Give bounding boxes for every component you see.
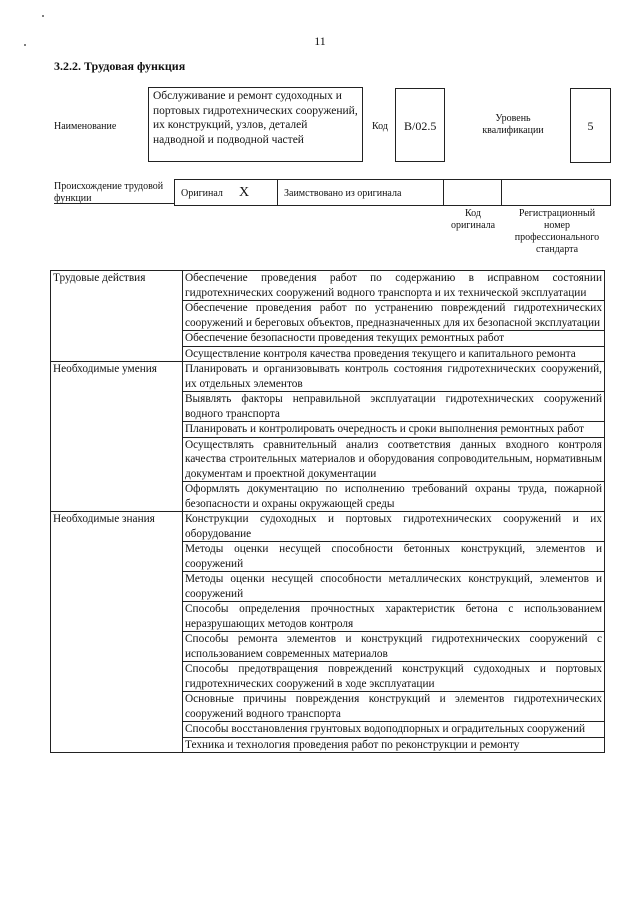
category-cell: Трудовые действия bbox=[51, 271, 183, 362]
table-row bbox=[51, 512, 605, 542]
list-item: Конструкции судоходных и портовых гидротехнических сооружений и их оборудование bbox=[183, 512, 605, 542]
category-cell: Необходимые умения bbox=[51, 362, 183, 512]
list-item: Планировать и контролировать очередность и сроки выполнения ремонтных работ bbox=[183, 422, 605, 438]
function-name-box bbox=[148, 87, 363, 162]
original-label: Оригинал bbox=[181, 188, 223, 199]
name-label: Наименование bbox=[54, 121, 117, 132]
page-number: 11 bbox=[314, 34, 326, 48]
table-row bbox=[51, 271, 605, 301]
origin-label-text: Происхождение трудовой функции bbox=[54, 181, 164, 204]
list-item: Методы оценки несущей способности бетонных конструкций, элементов и сооружений bbox=[183, 542, 605, 572]
list-item: Способы ремонта элементов и конструкций гидротехнических сооружений с использованием современных материалов bbox=[183, 632, 605, 662]
list-item: Выявлять факторы неправильной эксплуатации гидротехнических сооружений водного транспорта bbox=[183, 392, 605, 422]
code-original-label: Код оригинала bbox=[450, 208, 496, 231]
origin-underline bbox=[54, 203, 174, 204]
code-value: B/02.5 bbox=[404, 119, 437, 133]
borrowed-label: Заимствовано из оригинала bbox=[284, 188, 402, 199]
list-item: Техника и технология проведения работ по реконструкции и ремонту bbox=[183, 737, 605, 753]
table-row bbox=[51, 362, 605, 392]
list-item: Оформлять документацию по исполнению требований охраны труда, пожарной безопасности и охраны окружающей среды bbox=[183, 482, 605, 512]
level-label: Уровень квалификации bbox=[482, 113, 544, 136]
reg-number-label: Регистрационный номер профессионального стандарта bbox=[514, 208, 600, 255]
function-details-table bbox=[50, 270, 605, 753]
level-box bbox=[570, 88, 611, 163]
level-value: 5 bbox=[587, 119, 594, 133]
list-item: Осуществление контроля качества проведения текущего и капитального ремонта bbox=[183, 346, 605, 362]
scan-speck bbox=[42, 15, 44, 17]
list-item: Обеспечение проведения работ по содержанию в исправном состоянии гидротехнических сооружений водного транспорта и их технической эксплуатации bbox=[183, 271, 605, 301]
borrowed-cell bbox=[277, 179, 444, 206]
list-item: Способы предотвращения повреждений конструкций судоходных и портовых гидротехнических сооружений в ходе эксплуатации bbox=[183, 662, 605, 692]
code-label: Код bbox=[372, 121, 388, 132]
list-item: Обеспечение безопасности проведения текущих ремонтных работ bbox=[183, 331, 605, 347]
list-item: Основные причины повреждения конструкций и элементов гидротехнических сооружений водного транспорта bbox=[183, 692, 605, 722]
list-item: Способы восстановления грунтовых водоподпорных и оградительных сооружений bbox=[183, 722, 605, 738]
original-mark: X bbox=[239, 185, 250, 200]
list-item: Обеспечение проведения работ по устранению повреждений гидротехнических сооружений и береговых объектов, предназначенных для их безопасной эксплуатации bbox=[183, 301, 605, 331]
list-item: Способы определения прочностных характеристик бетона с использованием неразрушающих методов контроля bbox=[183, 602, 605, 632]
origin-label bbox=[54, 181, 164, 205]
section-title: 3.2.2. Трудовая функция bbox=[54, 59, 186, 73]
list-item: Осуществлять сравнительный анализ соответствия данных входного контроля качества строительных материалов и оборудования сопроводительным, нормативным документам и проектной документации bbox=[183, 437, 605, 482]
code-original-cell bbox=[443, 179, 502, 206]
code-box bbox=[395, 88, 445, 162]
function-name-text: Обслуживание и ремонт судоходных и портовых гидротехнических сооружений, их конструкций, узлов, деталей надводной и подводной частей bbox=[153, 90, 358, 146]
category-cell: Необходимые знания bbox=[51, 512, 183, 753]
original-cell bbox=[174, 179, 278, 206]
list-item: Методы оценки несущей способности металлических конструкций, элементов и сооружений bbox=[183, 572, 605, 602]
list-item: Планировать и организовывать контроль состояния гидротехнических сооружений, их отдельных элементов bbox=[183, 362, 605, 392]
reg-number-cell bbox=[501, 179, 611, 206]
